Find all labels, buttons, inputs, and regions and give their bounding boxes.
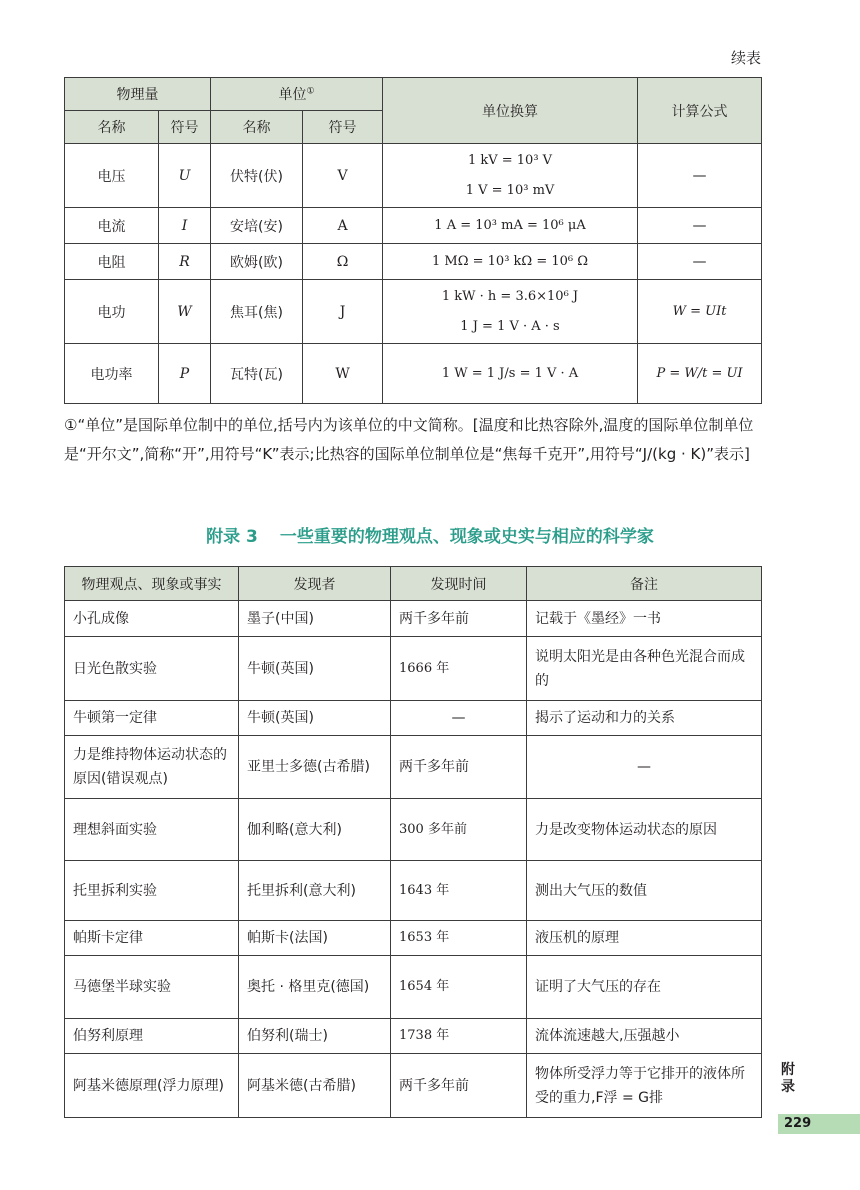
discoverer-cell: 伯努利(瑞士): [239, 1019, 391, 1054]
unit-name: 焦耳(焦): [211, 280, 303, 344]
note-cell: 流体流速越大,压强越小: [527, 1019, 762, 1054]
fact-cell: 小孔成像: [65, 601, 239, 637]
quantity-name: 电功率: [65, 344, 159, 404]
table-row: [65, 1019, 762, 1054]
time-cell: —: [391, 701, 527, 736]
units-table: [64, 77, 762, 404]
unit-symbol: W: [303, 344, 383, 404]
fact-cell: 理想斜面实验: [65, 799, 239, 861]
discoverer-cell: 亚里士多德(古希腊): [239, 736, 391, 799]
note-cell: 力是改变物体运动状态的原因: [527, 799, 762, 861]
discoverer-cell: 奥托 · 格里克(德国): [239, 956, 391, 1019]
table-row: [65, 601, 762, 637]
continued-label: 续表: [730, 49, 761, 67]
table-row: [65, 921, 762, 956]
conversion: 1 MΩ = 10³ kΩ = 10⁶ Ω: [383, 244, 638, 280]
table-row: [65, 344, 762, 404]
scientists-table: [64, 566, 762, 1118]
discoverer-cell: 牛顿(英国): [239, 701, 391, 736]
discoverer-cell: 帕斯卡(法国): [239, 921, 391, 956]
header-conversion: 单位换算: [383, 78, 638, 144]
note-cell: 物体所受浮力等于它排开的液体所受的重力,F浮 = G排: [527, 1054, 762, 1118]
unit-name: 伏特(伏): [211, 144, 303, 208]
header-symbol: 符号: [159, 111, 211, 144]
time-cell: 1653 年: [391, 921, 527, 956]
page-number: 229: [778, 1114, 860, 1134]
conversion: [383, 144, 638, 208]
quantity-symbol: R: [159, 244, 211, 280]
formula: —: [638, 144, 762, 208]
conversion-line: 1 V = 10³ mV: [465, 182, 555, 198]
note-cell: —: [527, 736, 762, 799]
header-note: 备注: [527, 567, 762, 601]
conversion: [383, 280, 638, 344]
table-row: [65, 736, 762, 799]
heading-title: 一些重要的物理观点、现象或史实与相应的科学家: [279, 527, 654, 547]
table-row: [65, 280, 762, 344]
discoverer-cell: 墨子(中国): [239, 601, 391, 637]
note-cell: 说明太阳光是由各种色光混合而成的: [527, 637, 762, 701]
conversion-line: 1 kV = 10³ V: [467, 152, 553, 168]
table-row: [65, 1054, 762, 1118]
quantity-symbol: U: [159, 144, 211, 208]
formula: —: [638, 244, 762, 280]
quantity-symbol: W: [159, 280, 211, 344]
conversion-line: 1 J = 1 V · A · s: [460, 318, 560, 334]
header-unit-note: ①: [306, 86, 315, 97]
fact-cell: 伯努利原理: [65, 1019, 239, 1054]
table-row: [65, 956, 762, 1019]
table-row: [65, 701, 762, 736]
fact-cell: 帕斯卡定律: [65, 921, 239, 956]
table-row: [65, 637, 762, 701]
discoverer-cell: 阿基米德(古希腊): [239, 1054, 391, 1118]
header-unit-name: 名称: [211, 111, 303, 144]
formula: P = W/t = UI: [638, 344, 762, 404]
fact-cell: 力是维持物体运动状态的原因(错误观点): [65, 736, 239, 799]
table-row: [65, 861, 762, 921]
header-fact: 物理观点、现象或事实: [65, 567, 239, 601]
time-cell: 两千多年前: [391, 1054, 527, 1118]
conversion: 1 W = 1 J/s = 1 V · A: [383, 344, 638, 404]
note-cell: 记载于《墨经》一书: [527, 601, 762, 637]
side-tab-appendix: 附录: [781, 1062, 795, 1095]
quantity-name: 电压: [65, 144, 159, 208]
quantity-symbol: P: [159, 344, 211, 404]
fact-cell: 阿基米德原理(浮力原理): [65, 1054, 239, 1118]
unit-name: 欧姆(欧): [211, 244, 303, 280]
unit-name: 瓦特(瓦): [211, 344, 303, 404]
unit-symbol: J: [303, 280, 383, 344]
unit-symbol: A: [303, 208, 383, 244]
footnote: ①“单位”是国际单位制中的单位,括号内为该单位的中文简称。[温度和比热容除外,温度的国际单位制单位是“开尔文”,简称“开”,用符号“K”表示;比热容的国际单位制单位是“焦每千克开”,用符号“J/(kg · K)”表示]: [64, 416, 754, 463]
note-cell: 证明了大气压的存在: [527, 956, 762, 1019]
formula: W = UIt: [638, 280, 762, 344]
header-unit-symbol: 符号: [303, 111, 383, 144]
unit-symbol: Ω: [303, 244, 383, 280]
conversion-line: 1 kW · h = 3.6×10⁶ J: [441, 288, 579, 304]
header-discoverer: 发现者: [239, 567, 391, 601]
quantity-name: 电流: [65, 208, 159, 244]
heading-number: 附录 3: [206, 527, 258, 547]
fact-cell: 牛顿第一定律: [65, 701, 239, 736]
unit-symbol: V: [303, 144, 383, 208]
table-row: [65, 244, 762, 280]
time-cell: 1738 年: [391, 1019, 527, 1054]
discoverer-cell: 牛顿(英国): [239, 637, 391, 701]
formula: —: [638, 208, 762, 244]
table-row: [65, 144, 762, 208]
discoverer-cell: 托里拆利(意大利): [239, 861, 391, 921]
fact-cell: 日光色散实验: [65, 637, 239, 701]
note-cell: 测出大气压的数值: [527, 861, 762, 921]
quantity-symbol: I: [159, 208, 211, 244]
time-cell: 300 多年前: [391, 799, 527, 861]
header-name: 名称: [65, 111, 159, 144]
section-heading: [0, 522, 860, 547]
time-cell: 两千多年前: [391, 601, 527, 637]
time-cell: 1666 年: [391, 637, 527, 701]
header-unit: [211, 78, 383, 111]
fact-cell: 马德堡半球实验: [65, 956, 239, 1019]
time-cell: 1654 年: [391, 956, 527, 1019]
header-unit-label: 单位: [278, 87, 307, 103]
conversion: 1 A = 10³ mA = 10⁶ μA: [383, 208, 638, 244]
table-row: [65, 208, 762, 244]
discoverer-cell: 伽利略(意大利): [239, 799, 391, 861]
quantity-name: 电功: [65, 280, 159, 344]
header-formula: 计算公式: [638, 78, 762, 144]
header-quantity: 物理量: [65, 78, 211, 111]
quantity-name: 电阻: [65, 244, 159, 280]
time-cell: 1643 年: [391, 861, 527, 921]
table-row: [65, 799, 762, 861]
fact-cell: 托里拆利实验: [65, 861, 239, 921]
time-cell: 两千多年前: [391, 736, 527, 799]
header-time: 发现时间: [391, 567, 527, 601]
note-cell: 液压机的原理: [527, 921, 762, 956]
note-cell: 揭示了运动和力的关系: [527, 701, 762, 736]
unit-name: 安培(安): [211, 208, 303, 244]
